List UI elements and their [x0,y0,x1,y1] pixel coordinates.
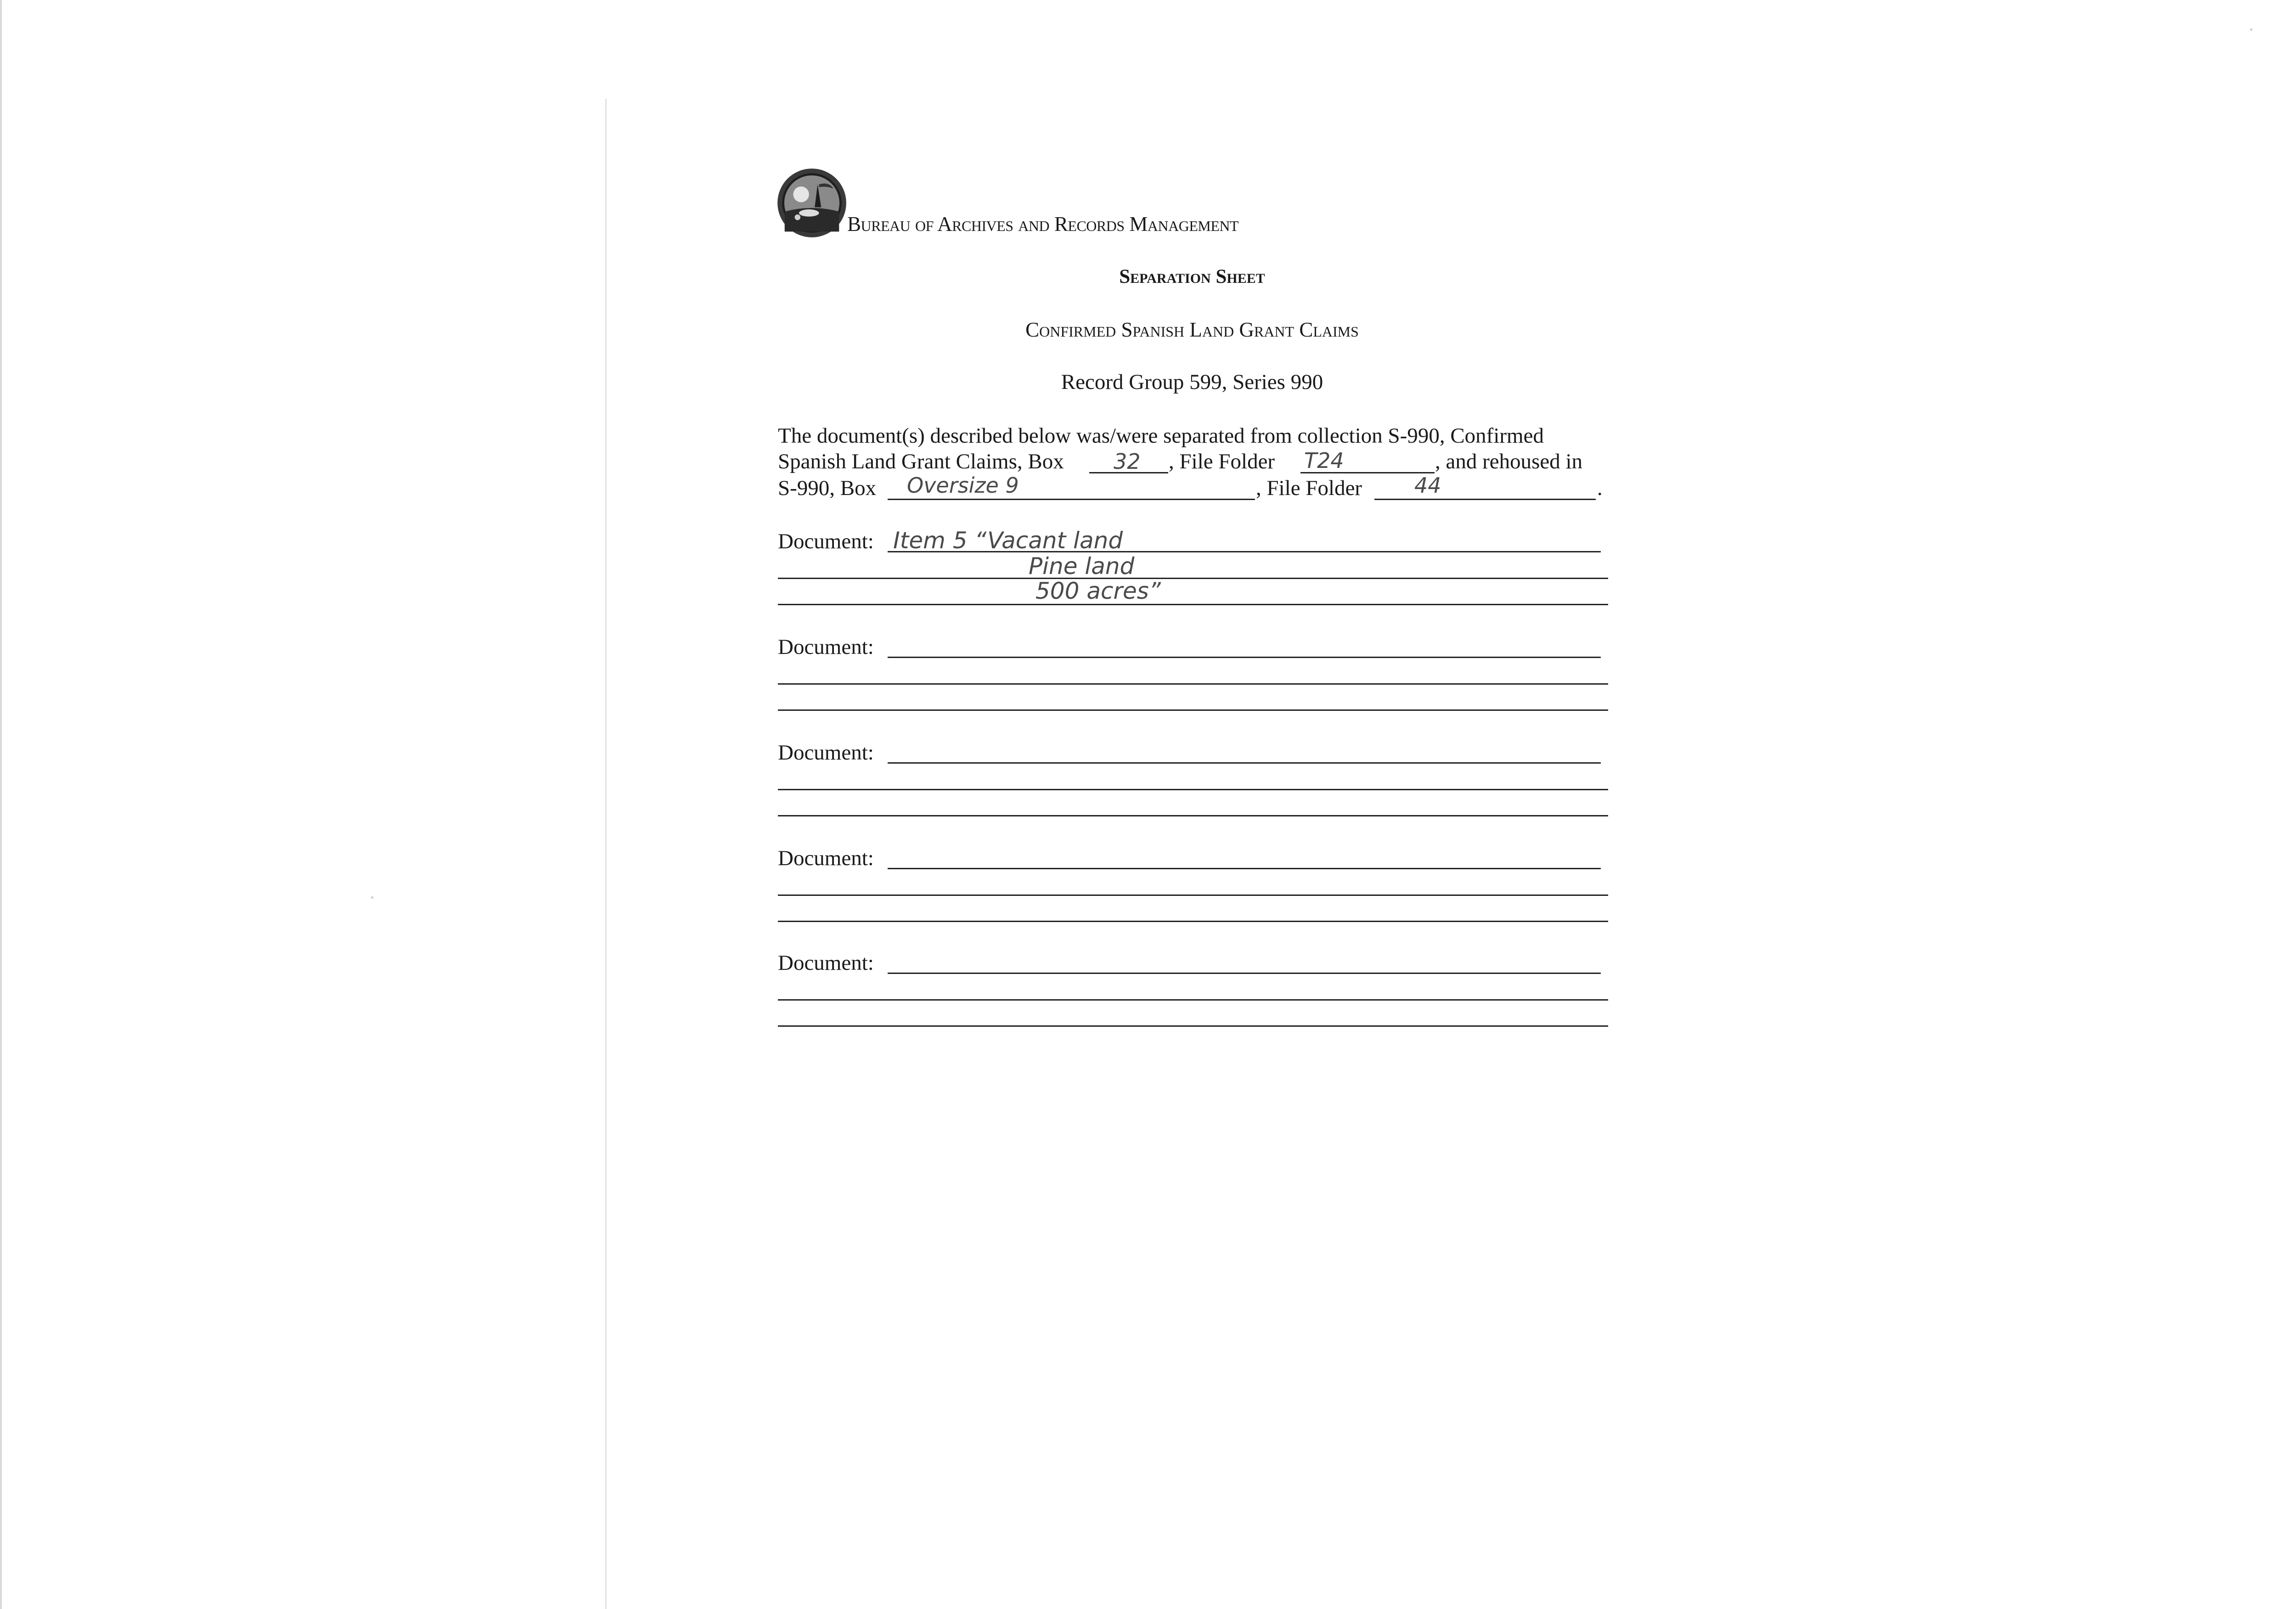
statement-text: Spanish Land Grant Claims, Box [778,450,1064,473]
scan-edge [0,0,2,1609]
statement-text: , File Folder [1169,450,1275,473]
document-entry-text: 500 acres” [1035,578,1161,604]
document-line[interactable] [778,921,1608,922]
document-line[interactable] [778,815,1608,816]
document-entry-text: Item 5 “Vacant land [893,527,1123,554]
document-line[interactable] [888,762,1601,764]
collection-title: Confirmed Spanish Land Grant Claims [1025,318,1359,341]
sheet-title: Separation Sheet [1119,266,1265,287]
document-line[interactable] [888,657,1601,658]
document-label: Document: [778,529,874,553]
document-label: Document: [778,951,874,975]
statement-text: , and rehoused in [1435,450,1583,473]
document-line[interactable] [778,789,1608,790]
new-file-folder-value: 44 [1414,473,1441,498]
statement-text: . [1597,476,1603,500]
document-entry-text: Pine land [1029,553,1135,579]
document-label: Document: [778,635,874,659]
statement-line-2 [778,449,1064,474]
paper-fold-line [605,99,607,1609]
bureau-name: Bureau of Archives and Records Management [847,213,1239,236]
document-line[interactable] [778,604,1608,605]
record-group: Record Group 599, Series 990 [1061,370,1323,394]
document-label: Document: [778,846,874,870]
new-box-field[interactable] [888,499,1255,500]
new-file-folder-field[interactable] [1374,499,1596,500]
file-folder-value: T24 [1304,448,1344,473]
document-line[interactable] [888,868,1601,869]
document-line[interactable] [888,973,1601,974]
document-line[interactable] [778,578,1608,579]
document-line[interactable] [778,1025,1608,1027]
document-label: Document: [778,741,874,765]
document-line[interactable] [778,683,1608,685]
state-seal-icon [776,167,848,239]
scan-speck [371,896,373,899]
new-box-value: Oversize 9 [907,473,1019,498]
scan-speck [2250,28,2252,31]
statement-text: , File Folder [1256,476,1362,500]
statement-line-3: S-990, Box [778,476,877,500]
box-number-value: 32 [1114,449,1141,474]
document-line[interactable] [778,709,1608,711]
statement-line-1: The document(s) described below was/were separated from collection S-990, Confirmed [778,424,1544,448]
document-line[interactable] [778,999,1608,1001]
document-line[interactable] [778,895,1608,896]
